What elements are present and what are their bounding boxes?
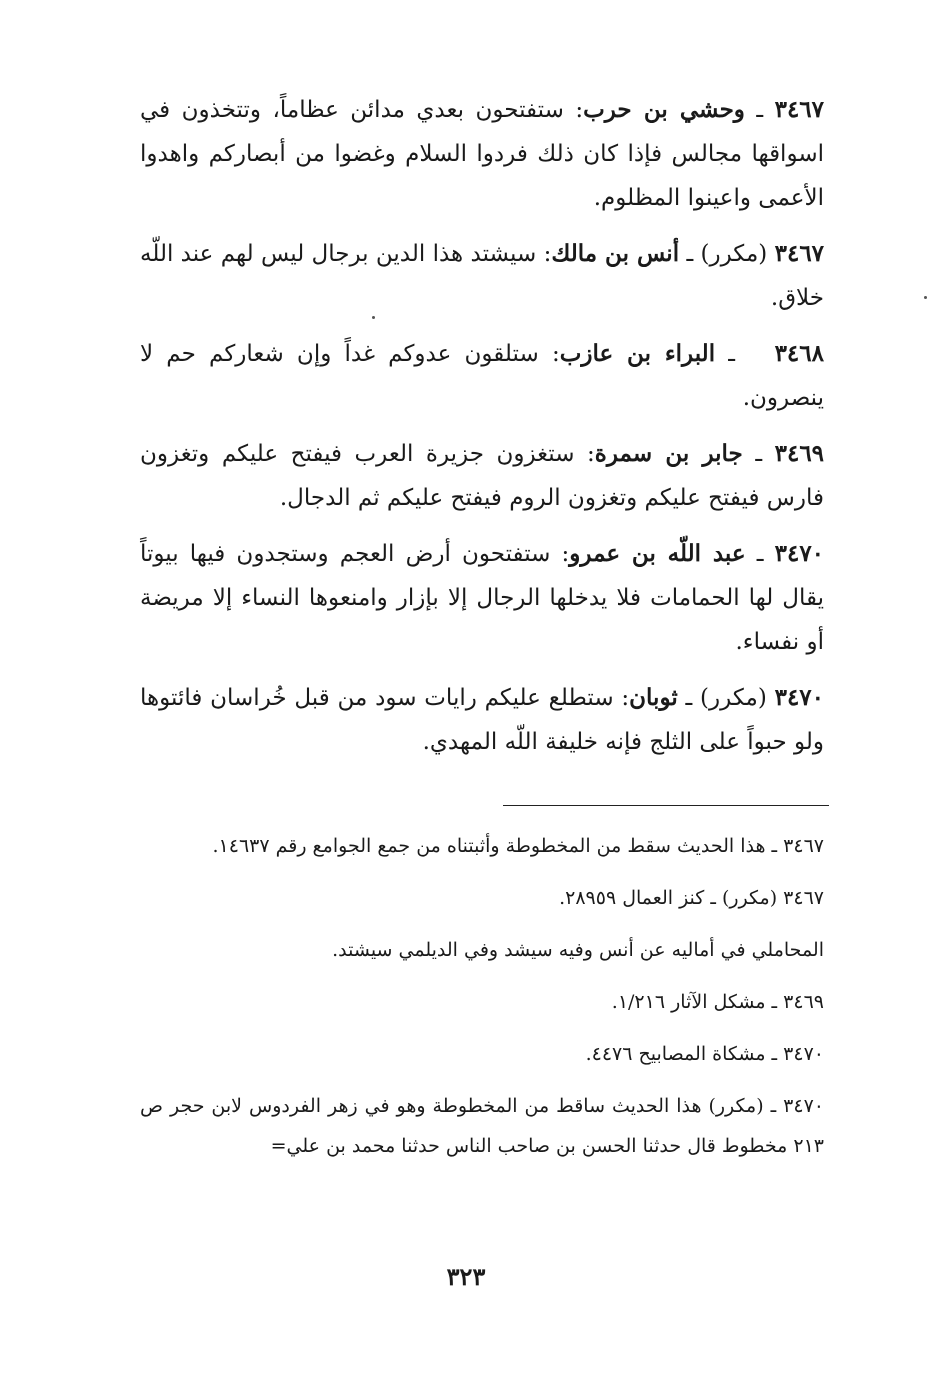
hadith-entry: ٣٤٧٠ ـ عبد اللّه بن عمرو: ستفتحون أرض العجم وستجدون فيها بيوتاً يقال لها الحمامات فلا يدخلها الرجال إلا بإزار وامنعوها النساء إلا مريضة أو نفساء. — [140, 540, 825, 655]
hadith-text: ستفتحون أرض العجم وستجدون فيها بيوتاً يقال لها الحمامات فلا يدخلها الرجال إلا بإزار وامنعوها النساء إلا مريضة أو نفساء. — [140, 541, 824, 655]
hadith-entry: ٣٤٧٠ (مكرر) ـ ثوبان: ستطلع عليكم رايات سود من قبل خُراسان فائتوها ولو حبواً على الثلج فإنه خليفة اللّه المهدي. — [140, 684, 825, 755]
footnote: ٣٤٧٠ ـ مشكاة المصابيح ٤٤٧٦. — [585, 1043, 824, 1065]
hadith-entry: ٣٤٦٧ ـ وحشي بن حرب: ستفتحون بعدي مدائن عظاماً، وتتخذون في اسواقها مجالس فإذا كان ذلك فردوا السلام وغضوا من أبصاركم واهدوا الأعمى واعينوا المظلوم. — [140, 96, 825, 211]
hadith-narrator: البراء بن عازب — [559, 340, 716, 367]
hadith-narrator: أنس بن مالك — [551, 240, 680, 267]
hadith-number: ٣٤٦٧ — [774, 96, 825, 123]
scan-speck — [372, 316, 375, 319]
hadith-number: ٣٤٧٠ — [774, 540, 825, 567]
hadith-entry: ٣٤٦٩ ـ جابر بن سمرة: ستغزون جزيرة العرب فيفتح عليكم وتغزون فارس فيفتح عليكم وتغزون الروم فيفتح عليكم ثم الدجال. — [140, 440, 825, 511]
hadith-text: ستلقون عدوكم غداً وإن شعاركم حم لا ينصرون. — [140, 341, 824, 411]
hadith-repeat-tag: (مكرر) — [700, 685, 767, 711]
footnote: المحاملي في أماليه عن أنس وفيه سيشد وفي الديلمي سيشتد. — [332, 939, 824, 961]
hadith-text: سيشتد هذا الدين برجال ليس لهم عند اللّه خلاق. — [140, 241, 824, 311]
hadith-narrator: ثوبان — [629, 684, 678, 711]
scan-speck — [924, 296, 927, 299]
hadith-repeat-tag: (مكرر) — [700, 241, 768, 267]
hadith-number: ٣٤٧٠ — [774, 684, 825, 711]
hadith-list — [140, 88, 824, 776]
footnote: ٣٤٦٩ ـ مشكل الآثار ١/٢١٦. — [611, 991, 824, 1013]
hadith-narrator: وحشي بن حرب — [583, 96, 745, 123]
footnotes — [140, 826, 824, 1178]
footnote: ٣٤٦٧ ـ هذا الحديث سقط من المخطوطة وأثبتناه من جمع الجوامع رقم ١٤٦٣٧. — [212, 835, 824, 857]
page-number: ٣٢٣ — [446, 1262, 486, 1291]
hadith-number: ٣٤٦٩ — [774, 440, 825, 467]
hadith-text: ستطلع عليكم رايات سود من قبل خُراسان فائتوها ولو حبواً على الثلج فإنه خليفة اللّه المهدي. — [140, 685, 824, 755]
hadith-text: ستفتحون بعدي مدائن عظاماً، وتتخذون في اسواقها مجالس فإذا كان ذلك فردوا السلام وغضوا من أبصاركم واهدوا الأعمى واعينوا المظلوم. — [140, 97, 824, 211]
hadith-text: ستغزون جزيرة العرب فيفتح عليكم وتغزون فارس فيفتح عليكم وتغزون الروم فيفتح عليكم ثم الدجال. — [140, 441, 824, 511]
hadith-number: ٣٤٦٨ — [774, 340, 824, 367]
hadith-entry: ٣٤٦٨ ـ البراء بن عازب: ستلقون عدوكم غداً وإن شعاركم حم لا ينصرون. — [140, 340, 824, 411]
footnote: ٣٤٦٧ (مكرر) ـ كنز العمال ٢٨٩٥٩. — [559, 887, 824, 909]
footnote-divider — [503, 805, 829, 806]
hadith-narrator: عبد اللّه بن عمرو — [569, 540, 746, 567]
hadith-narrator: جابر بن سمرة — [594, 440, 743, 467]
hadith-number: ٣٤٦٧ — [774, 240, 825, 267]
hadith-entry: ٣٤٦٧ (مكرر) ـ أنس بن مالك: سيشتد هذا الدين برجال ليس لهم عند اللّه خلاق. — [140, 240, 825, 311]
footnote: ٣٤٧٠ ـ (مكرر) هذا الحديث ساقط من المخطوطة وهو في زهر الفردوس لابن حجر ص ٢١٣ مخطوط قال حدثنا الحسن بن صاحب الناس حدثنا محمد بن علي= — [140, 1095, 824, 1157]
